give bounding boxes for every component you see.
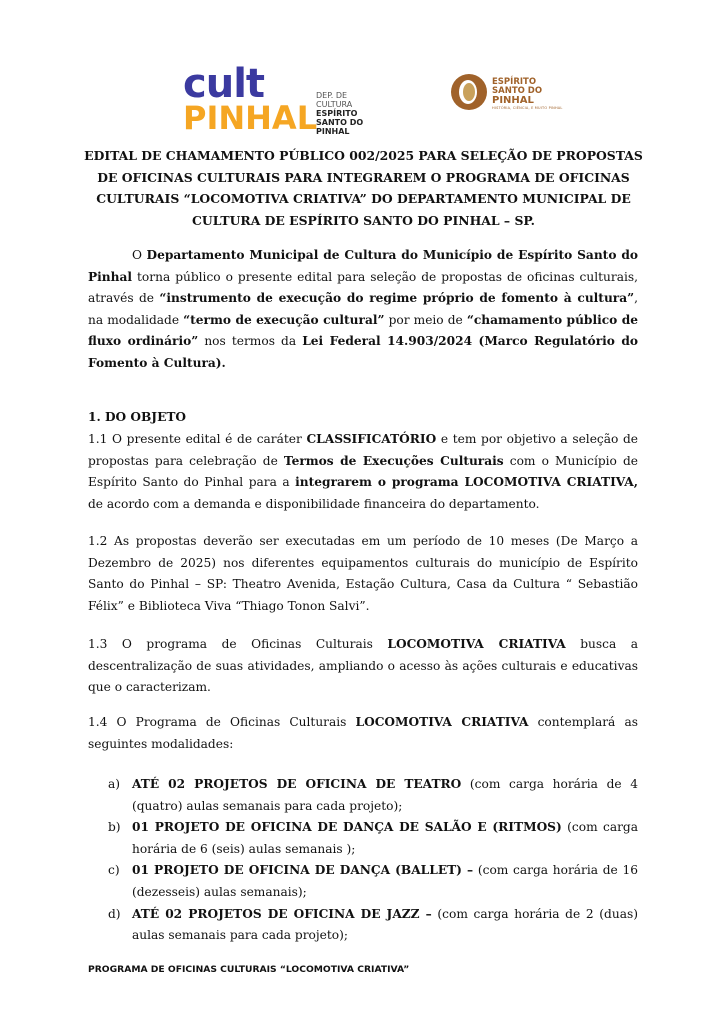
logo-cult-word: cult bbox=[183, 61, 265, 107]
modalities-list bbox=[88, 774, 638, 947]
modality-item: a) ATÉ 02 PROJETOS DE OFICINA DE TEATRO (com carga horária de 4 (quatro) aulas semanais para cada projeto); bbox=[108, 777, 638, 813]
city-logo-line: PINHAL bbox=[492, 95, 534, 106]
logo-dep-line: CULTURA bbox=[316, 100, 353, 109]
page-footer: PROGRAMA DE OFICINAS CULTURAIS “LOCOMOTIVA CRIATIVA” bbox=[88, 964, 410, 975]
document-title: EDITAL DE CHAMAMENTO PÚBLICO 002/2025 PARA SELEÇÃO DE PROPOSTAS DE OFICINAS CULTURAIS PARA INTEGRAREM O PROGRAMA DE OFICINAS CULTURAIS “LOCOMOTIVA CRIATIVA” DO DEPARTAMENTO MUNICIPAL DE CULTURA DE ESPÍRITO SANTO DO PINHAL – SP. bbox=[84, 148, 643, 228]
clause-1-1: 1.1 O presente edital é de caráter CLASSIFICATÓRIO e tem por objetivo a seleção de propostas para celebração de Termos de Execuções Culturais com o Município de Espírito Santo do Pinhal para a integrarem o programa LOCOMOTIVA CRIATIVA, de acordo com a demanda e disponibilidade financeira do departamento. bbox=[88, 432, 639, 511]
logo-dep-text bbox=[316, 91, 363, 136]
city-logo-line: SANTO DO bbox=[492, 86, 543, 96]
modality-item: d) ATÉ 02 PROJETOS DE OFICINA DE JAZZ – (com carga horária de 2 (duas) aulas semanais para cada projeto); bbox=[108, 906, 638, 943]
logo-dep-line: ESPÍRITO bbox=[316, 109, 358, 118]
intro-paragraph: O Departamento Municipal de Cultura do Município de Espírito Santo do Pinhal torna público o presente edital para seleção de propostas de oficinas culturais, através de “instrumento de execução do regime próprio de fomento à cultura”, na modalidade “termo de execução cultural” por meio de “chamamento público de fluxo ordinário” nos termos da Lei Federal 14.903/2024 (Marco Regulatório do Fomento à Cultura). bbox=[88, 248, 639, 370]
section-heading: 1. DO OBJETO bbox=[88, 410, 187, 424]
clause-1-2: 1.2 As propostas deverão ser executadas em um período de 10 meses (De Março a Dezembro de 2025) nos diferentes equipamentos culturais do município de Espírito Santo do Pinhal – SP: Theatro Avenida, Estação Cultura, Casa da Cultura “ Sebastião Félix” e Biblioteca Viva “Thiago Tonon Salvi”. bbox=[88, 534, 638, 613]
clause-1-3: 1.3 O programa de Oficinas Culturais LOCOMOTIVA CRIATIVA busca a descentralização de suas atividades, ampliando o acesso às ações culturais e educativas que o caracterizam. bbox=[88, 637, 638, 695]
city-emblem-icon bbox=[451, 74, 487, 110]
city-logo-tagline: HISTÓRIA, CIÊNCIA, E MUITO PINHAL bbox=[492, 106, 563, 110]
logo-dep-line: DEP. DE bbox=[316, 91, 348, 100]
city-logo-text bbox=[492, 78, 542, 105]
modality-item: c) 01 PROJETO DE OFICINA DE DANÇA (BALLET) – (com carga horária de 16 (dezesseis) aulas semanais); bbox=[108, 863, 639, 899]
logo-dep-line: PINHAL bbox=[316, 127, 350, 136]
logo-pinhal-word: PINHAL bbox=[183, 99, 318, 137]
city-logo-line: ESPÍRITO bbox=[492, 77, 537, 87]
clause-1-4: 1.4 O Programa de Oficinas Culturais LOCOMOTIVA CRIATIVA contemplará as seguintes modalidades: bbox=[88, 715, 638, 751]
cult-pinhal-logo bbox=[183, 61, 383, 142]
espirito-santo-logo bbox=[451, 74, 581, 120]
logo-dep-line: SANTO DO bbox=[316, 118, 364, 127]
modality-item: b) 01 PROJETO DE OFICINA DE DANÇA DE SALÃO E (RITMOS) (com carga horária de 6 (seis) aulas semanais ); bbox=[108, 820, 638, 856]
